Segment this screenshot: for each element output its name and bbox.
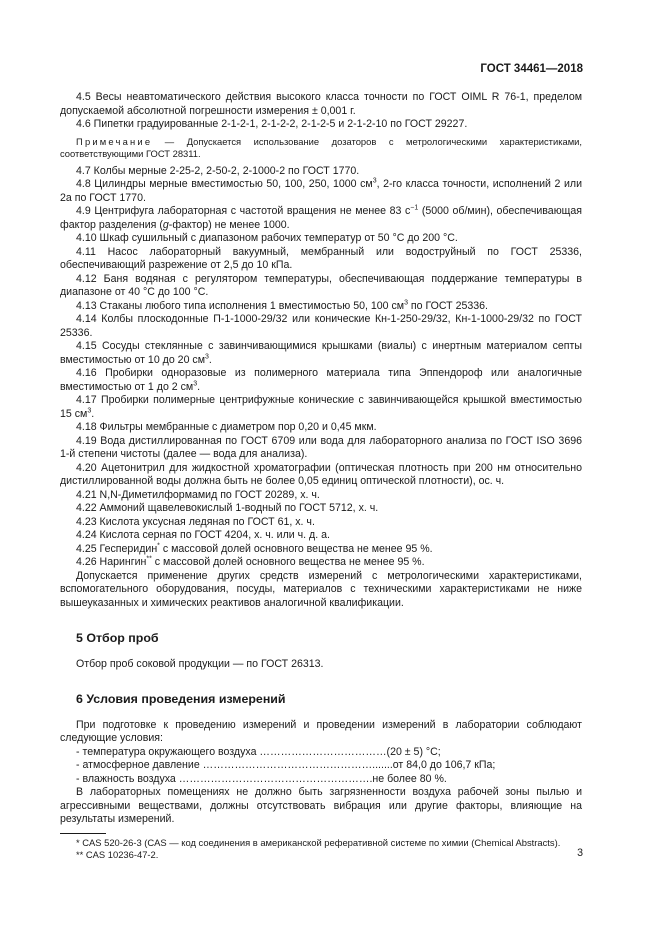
item-4-12: 4.12 Баня водяная с регулятором температуры, обеспечивающая поддержание температуры в диапазоне от 40 °С до 100 °С.: [60, 272, 582, 298]
item-4-23: 4.23 Кислота уксусная ледяная по ГОСТ 61, х. ч.: [76, 515, 315, 528]
section-5-text: Отбор проб соковой продукции — по ГОСТ 26313.: [76, 657, 324, 670]
page-number: 3: [577, 847, 583, 859]
section-6-text: В лабораторных помещениях не должно быть загрязненности воздуха рабочей зоны пылью и агрессивными веществами, должны отсутствовать вибрация или другие факторы, влияющие на результаты измерений.: [60, 786, 582, 825]
item-4-22: 4.22 Аммоний щавелевокислый 1-водный по ГОСТ 5712, х. ч.: [76, 502, 379, 514]
document-body: [60, 91, 582, 862]
item-4-13: 4.13 Стаканы любого типа исполнения 1 вместимостью 50, 100 $см^3$ по ГОСТ 25336.: [76, 298, 488, 312]
item-4-14: 4.14 Колбы плоскодонные П-1-1000-29/32 или конические Кн-1-250-29/32, Кн-1-1000-29/32 по ГОСТ 25336.: [60, 313, 582, 339]
condition-humidity: - влажность воздуха ……………………………………………….не более 80 %.: [76, 772, 447, 785]
item-4-17: 4.17 Пробирки полимерные центрифужные конические с завинчивающейся крышкой вместимостью 15 $см^3$.: [60, 394, 582, 420]
section-6-intro: При подготовке к проведению измерений и проведении измерений в лаборатории соблюдают следующие условия:: [60, 718, 582, 744]
item-4-15: 4.15 Сосуды стеклянные с завинчивающимися крышками (виалы) с инертным материалом септы вместимостью от 10 до 20 $см^3$.: [60, 340, 582, 366]
footnote-divider: [60, 833, 106, 834]
item-4-5: 4.5 Весы неавтоматического действия высокого класса точности по ГОСТ OIML R 76-1, пределом допускаемой абсолютной погрешности измерения ± 0,001 г.: [60, 91, 582, 117]
footnote-2: ** CAS 10236-47-2.: [76, 849, 159, 860]
section-6-title: 6 Условия проведения измерений: [76, 692, 286, 706]
section-5-title: 5 Отбор проб: [76, 631, 159, 645]
item-4-19: 4.19 Вода дистиллированная по ГОСТ 6709 или вода для лабораторного анализа по ГОСТ ISO 3696 1-й степени чистоты (далее — вода для анализа).: [60, 434, 582, 460]
item-4-26: 4.26 Нарингин** с массовой долей основного вещества не менее 95 %.: [76, 555, 425, 568]
item-4-11: 4.11 Насос лабораторный вакуумный, мембранный или водоструйный по ГОСТ 25336, обеспечивающий разрежение от 2,5 до 10 кПа.: [60, 245, 582, 271]
item-4-8: 4.8 Цилиндры мерные вместимостью 50, 100, 250, 1000 $см^3$, 2-го класса точности, исполнений 2 или 2а по ГОСТ 1770.: [60, 177, 582, 204]
item-4-24: 4.24 Кислота серная по ГОСТ 4204, х. ч. или ч. д. а.: [76, 529, 330, 541]
note-label: Примечание: [76, 135, 153, 147]
allowance-paragraph: Допускается применение других средств измерений с метрологическими характеристиками, вспомогательного оборудования, посуды, материалов с техническими характеристиками не ниже вышеуказанных и химических реактивов аналогичной квалификации.: [60, 569, 582, 609]
footnote-1: * CAS 520-26-3 (CAS — код соединения в американской реферативной системе по химии (Chemical Abstracts).: [76, 836, 561, 848]
item-4-6: 4.6 Пипетки градуированные 2-1-2-1, 2-1-2-2, 2-1-2-5 и 2-1-2-10 по ГОСТ 29227.: [76, 118, 468, 130]
note-text: — Допускается использование дозаторов с метрологическими характеристиками, соответствующими ГОСТ 28311.: [60, 135, 582, 159]
note: [60, 136, 582, 161]
item-4-7: 4.7 Колбы мерные 2-25-2, 2-50-2, 2-1000-2 по ГОСТ 1770.: [76, 164, 360, 177]
document-code: ГОСТ 34461—2018: [480, 63, 583, 75]
item-4-20: 4.20 Ацетонитрил для жидкостной хроматографии (оптическая плотность при 200 нм относительно дистиллированной воды должна быть не более 0,05 единиц оптической плотности), ос. ч.: [60, 461, 582, 487]
item-4-16: 4.16 Пробирки одноразовые из полимерного материала типа Эппендороф или аналогичные вместимостью от 1 до 2 $см^3$.: [60, 367, 582, 393]
condition-pressure: - атмосферное давление ………………………………………….......от 84,0 до 106,7 кПа;: [76, 759, 496, 771]
item-4-10: 4.10 Шкаф сушильный с диапазоном рабочих температур от 50 °С до 200 °С.: [76, 232, 458, 244]
condition-temperature: - температура окружающего воздуха ………………………………(20 ± 5) °С;: [76, 745, 441, 758]
item-4-25: 4.25 Гесперидин* с массовой долей основного вещества не менее 95 %.: [76, 541, 433, 555]
item-4-21: 4.21 N,N-Диметилформамид по ГОСТ 20289, х. ч.: [76, 488, 320, 501]
item-4-9: 4.9 Центрифуга лабораторная с частотой вращения не менее 83 $с^{-1}$ (5000 об/мин), обеспечивающая фактор разделения (g-фактор) не менее 1000.: [60, 204, 582, 231]
item-4-18: 4.18 Фильтры мембранные с диаметром пор 0,20 и 0,45 мкм.: [76, 421, 377, 433]
